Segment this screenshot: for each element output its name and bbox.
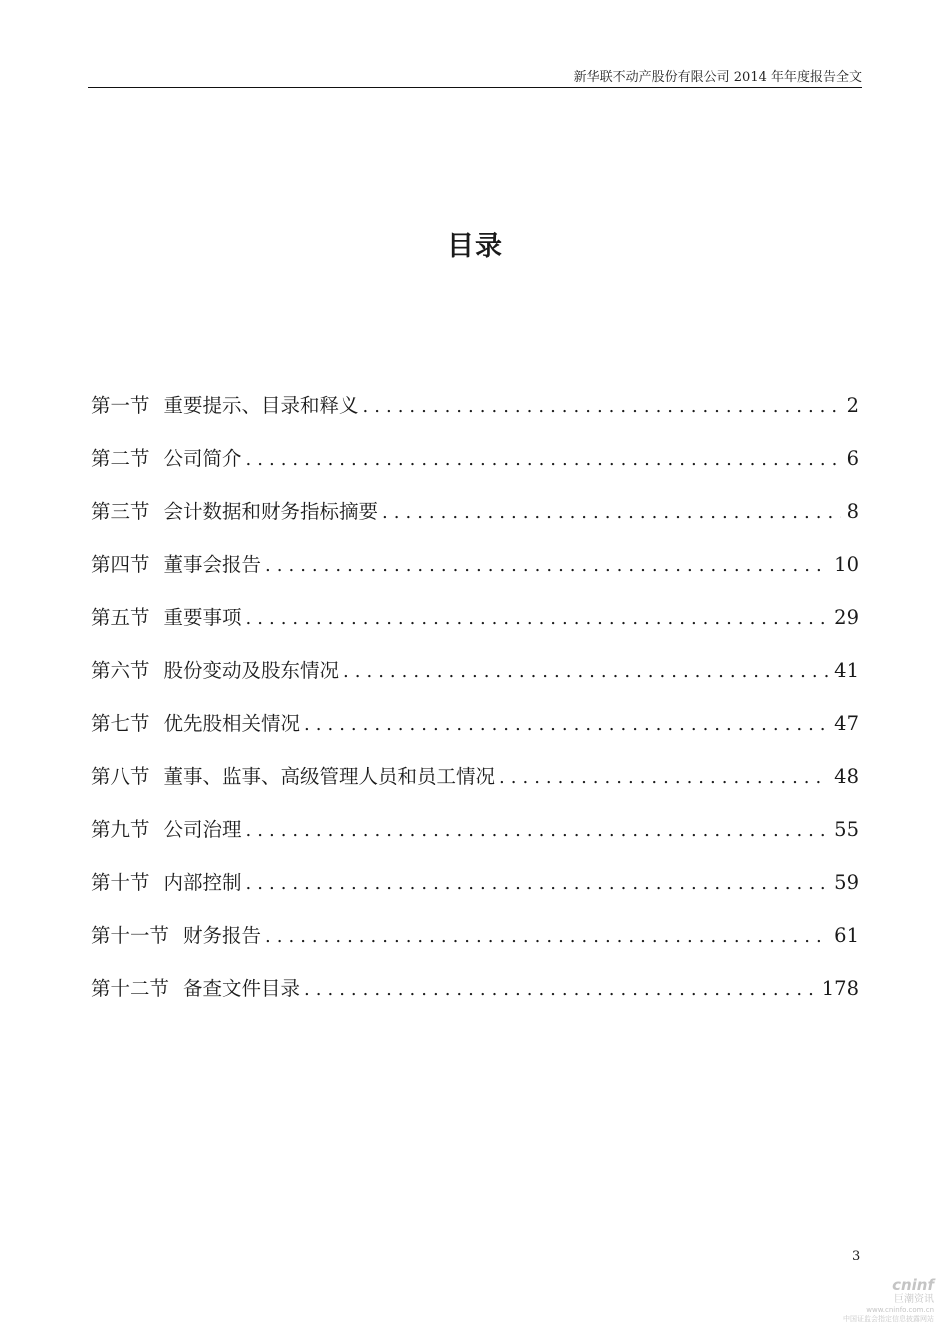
toc-section-number: 第九节 (91, 818, 150, 841)
running-header: 新华联不动产股份有限公司 2014 年年度报告全文 (573, 70, 862, 85)
toc-leader-dots (242, 608, 829, 629)
toc-section-number: 第二节 (91, 447, 150, 470)
toc-entry[interactable] (91, 761, 859, 814)
toc-entry[interactable] (91, 867, 859, 920)
watermark-url: www.cninfo.com.cn (866, 1306, 934, 1314)
toc-section-name: 重要提示、目录和释义 (163, 394, 359, 417)
toc-leader-dots (339, 661, 828, 682)
toc-section-number: 第一节 (91, 394, 150, 417)
toc-leader-dots (300, 979, 816, 1000)
watermark-name: 巨潮资讯 (894, 1294, 934, 1305)
toc-page-number: 55 (834, 818, 859, 841)
toc-leader-dots (261, 926, 828, 947)
watermark-logo: cninf (892, 1276, 934, 1294)
toc-entry[interactable] (91, 496, 859, 549)
toc-leader-dots (242, 449, 841, 470)
watermark-subtitle: 中国证监会指定信息披露网站 (843, 1315, 934, 1323)
toc-page-number: 10 (834, 553, 859, 576)
toc-entry[interactable] (91, 549, 859, 602)
table-of-contents (91, 390, 859, 1026)
toc-entry[interactable] (91, 390, 859, 443)
toc-section-name: 董事、监事、高级管理人员和员工情况 (163, 765, 496, 788)
cninfo-watermark (824, 1276, 934, 1336)
toc-section-number: 第四节 (91, 553, 150, 576)
toc-section-number: 第十一节 (91, 924, 170, 947)
toc-page-number: 8 (846, 500, 859, 523)
toc-entry[interactable] (91, 602, 859, 655)
toc-section-name: 公司治理 (163, 818, 242, 841)
toc-entry[interactable] (91, 708, 859, 761)
toc-page-number: 59 (834, 871, 859, 894)
toc-page-number: 6 (846, 447, 859, 470)
toc-section-name: 财务报告 (183, 924, 262, 947)
toc-leader-dots (242, 820, 829, 841)
toc-leader-dots (495, 767, 828, 788)
toc-section-name: 备查文件目录 (183, 977, 301, 1000)
toc-entry[interactable] (91, 443, 859, 496)
toc-section-number: 第三节 (91, 500, 150, 523)
header-rule (88, 87, 862, 88)
toc-section-name: 股份变动及股东情况 (163, 659, 340, 682)
toc-section-name: 内部控制 (163, 871, 242, 894)
toc-leader-dots (242, 873, 829, 894)
toc-page-number: 29 (834, 606, 859, 629)
toc-section-name: 董事会报告 (163, 553, 262, 576)
toc-section-name: 公司简介 (163, 447, 242, 470)
toc-page-number: 47 (834, 712, 859, 735)
toc-entry[interactable] (91, 814, 859, 867)
toc-leader-dots (359, 396, 841, 417)
toc-leader-dots (378, 502, 841, 523)
toc-entry[interactable] (91, 973, 859, 1026)
toc-section-number: 第七节 (91, 712, 150, 735)
page-number: 3 (852, 1249, 861, 1264)
toc-page-number: 178 (821, 977, 859, 1000)
toc-entry[interactable] (91, 655, 859, 708)
toc-section-name: 优先股相关情况 (163, 712, 301, 735)
toc-section-name: 重要事项 (163, 606, 242, 629)
toc-section-number: 第十二节 (91, 977, 170, 1000)
toc-entry[interactable] (91, 920, 859, 973)
toc-page-number: 48 (834, 765, 859, 788)
toc-page-number: 41 (834, 659, 859, 682)
toc-section-number: 第十节 (91, 871, 150, 894)
toc-section-number: 第六节 (91, 659, 150, 682)
toc-leader-dots (300, 714, 828, 735)
toc-section-number: 第八节 (91, 765, 150, 788)
toc-section-number: 第五节 (91, 606, 150, 629)
toc-page-number: 61 (834, 924, 859, 947)
toc-section-name: 会计数据和财务指标摘要 (163, 500, 379, 523)
page-title: 目录 (447, 231, 503, 262)
toc-leader-dots (261, 555, 828, 576)
toc-page-number: 2 (846, 394, 859, 417)
